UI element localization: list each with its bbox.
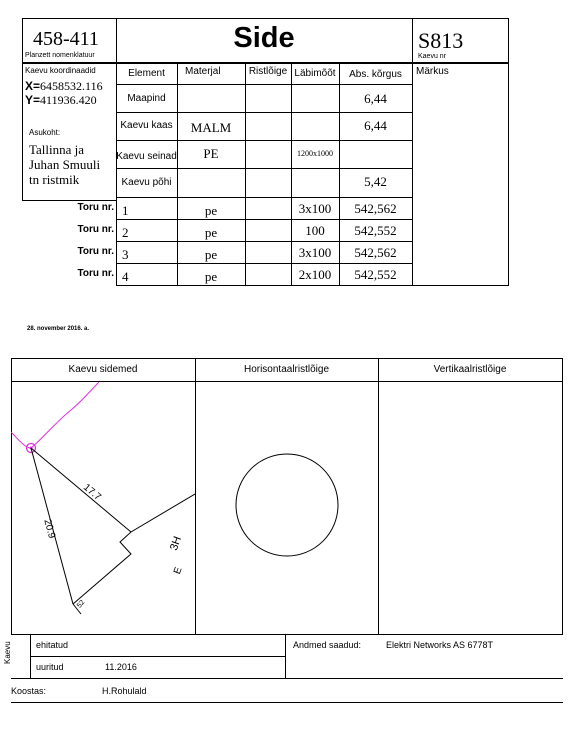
header-element: Element (128, 68, 165, 79)
built-label: ehitatud (36, 640, 69, 650)
header-note: Märkus (416, 66, 449, 77)
pipe-label-3: Toru nr. (77, 246, 114, 257)
coord-y-value: 411936.420 (40, 93, 97, 107)
dim-label-2: 20.9 (41, 518, 58, 540)
pipe-height-2: 542,552 (354, 223, 397, 238)
pipe-no-1: 1 (122, 203, 129, 218)
row-element-1: Maapind (127, 93, 166, 104)
row-material-2: MALM (190, 120, 232, 135)
row-element-2: Kaevu kaas (120, 120, 173, 131)
pipe-material-1: pe (204, 203, 218, 218)
col2-title: Horisontaalristlõige (243, 364, 330, 375)
well-id: S813 (418, 28, 464, 53)
pipe-material-2: pe (204, 225, 218, 240)
road-label-2: E (172, 565, 185, 576)
coord-x-label: X= (25, 79, 41, 93)
pipe-label-2: Toru nr. (77, 224, 114, 235)
pipe-height-4: 542,552 (354, 267, 397, 282)
row-height-2: 6,44 (364, 118, 387, 133)
author-value: H.Rohulald (102, 686, 147, 696)
header-diameter: Läbimõõt (294, 68, 336, 79)
row-diameter-3: 1200x1000 (297, 149, 333, 158)
pipe-diameter-2: 100 (305, 223, 325, 238)
sheet-number: 458-411 (33, 28, 99, 50)
pipe-diameter-4: 2x100 (298, 267, 332, 282)
pipe-height-1: 542,562 (354, 201, 397, 216)
row-element-3: Kaevu seinad (116, 151, 177, 162)
date-text: 28. november 2016. a. (27, 326, 90, 332)
horizontal-section-circle (234, 452, 340, 558)
well-sketch (11, 382, 195, 634)
pipe-label-4: Toru nr. (77, 268, 114, 279)
road-label: 3H (168, 534, 185, 553)
col3-title: Vertikaalristlõige (433, 364, 507, 375)
location-label: Asukoht: (29, 128, 61, 137)
data-source-label: Andmed saadud: (293, 640, 362, 650)
pipe-diameter-1: 3x100 (298, 201, 332, 216)
header-height: Abs. kõrgus (349, 69, 402, 80)
pipe-height-3: 542,562 (354, 245, 397, 260)
row-element-4: Kaevu põhi (121, 177, 172, 188)
pipe-label-1: Toru nr. (77, 202, 114, 213)
author-label: Koostas: (11, 686, 47, 696)
coord-x (25, 79, 103, 94)
location-line-3: tn ristmik (29, 172, 80, 187)
location-line-1: Tallinna ja (29, 142, 85, 157)
pipe-material-4: pe (204, 269, 218, 284)
surveyed-label: uuritud (36, 662, 64, 672)
footer-side-label: Kaevu (3, 641, 12, 664)
location-line-2: Juhan Smuuli (29, 157, 101, 172)
dim-label-1: 17.7 (80, 482, 103, 503)
row-height-4: 5,42 (364, 174, 387, 189)
sheet-caption: Planzett nomenklatuur (25, 52, 95, 59)
coord-x-value: 6458532.116 (40, 79, 103, 93)
coords-label: Kaevu koordinaadid (25, 66, 96, 75)
pipe-material-3: pe (204, 247, 218, 262)
dim-label-3: 52 (76, 599, 87, 610)
row-material-3: PE (203, 146, 219, 161)
pipe-diameter-3: 3x100 (298, 245, 332, 260)
data-source-value: Elektri Networks AS 6778T (386, 640, 494, 650)
pipe-no-3: 3 (122, 247, 129, 262)
col1-title: Kaevu sidemed (68, 364, 138, 375)
pipe-no-4: 4 (122, 269, 129, 284)
pipe-no-2: 2 (122, 225, 129, 240)
well-caption: Kaevu nr (418, 53, 447, 60)
coord-y-label: Y= (25, 93, 41, 107)
surveyed-value: 11.2016 (105, 662, 137, 672)
header-section: Ristlõige (248, 66, 288, 77)
coord-y (25, 93, 97, 108)
header-material: Materjal (185, 66, 221, 77)
row-height-1: 6,44 (364, 91, 387, 106)
page-title: Side (233, 22, 295, 54)
